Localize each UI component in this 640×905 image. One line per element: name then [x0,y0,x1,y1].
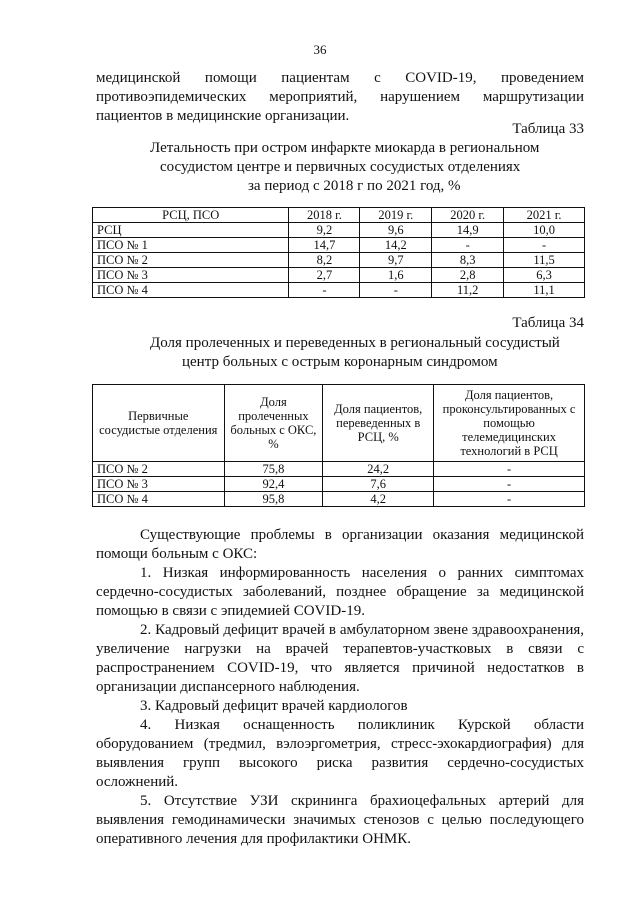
table-cell: - [434,492,585,507]
table-row [93,268,585,283]
header-cell: Доля пролеченных больных с ОКС, % [224,385,323,462]
text-line: осложнений. [96,774,179,790]
table-cell: 9,2 [289,223,360,238]
table-row [93,238,585,253]
row-label: ПСО № 3 [93,268,289,283]
table-cell: 14,2 [360,238,432,253]
table-cell: 11,2 [432,283,504,298]
header-cell: Доля пациентов, проконсультированных с помощью телемедицинских технологий в РСЦ [434,385,585,462]
text-line: 1. Низкая информированность населения о ранних симптомах [140,565,584,581]
header-cell: 2019 г. [360,208,432,223]
page-number: 36 [313,42,327,57]
text-line: 3. Кадровый дефицит врачей кардиологов [140,698,408,714]
problems-section [96,526,584,849]
table34-title [150,334,580,372]
header-cell: РСЦ, ПСО [93,208,289,223]
text-line: организации диспансерного наблюдения. [96,679,360,695]
title-line: центр больных с острым коронарным синдромом [182,354,498,370]
table33-title [150,139,550,196]
header-cell: 2018 г. [289,208,360,223]
text-line: пациентов в медицинские организации. [96,108,350,124]
table-row [93,462,585,477]
table-cell: - [432,238,504,253]
text-line: распространением COVID-19, что является причиной недостатков в [96,660,584,676]
text-line: выявления гемодинамически значимых стенозов с целью последующего [96,812,584,828]
table-header-row [93,208,585,223]
text-line: оперативного лечения для профилактики ОНМК. [96,831,412,847]
table-cell: 4,2 [323,492,434,507]
text-line: Существующие проблемы в организации оказания медицинской [140,527,584,543]
table-cell: 8,3 [432,253,504,268]
table-cell: 6,3 [504,268,585,283]
text-line: сердечно-сосудистых заболеваний, позднее обращение за медицинской [96,584,584,600]
table-row [93,283,585,298]
text-line: 2. Кадровый дефицит врачей в амбулаторном звене здравоохранения, [140,622,584,638]
table-cell: 11,5 [504,253,585,268]
table-cell: 14,7 [289,238,360,253]
text-line: оборудованием (тредмил, вэлоэргометрия, стресс-эхокардиография) для [96,736,584,752]
text-line: противоэпидемических мероприятий, нарушением маршрутизации [96,89,584,105]
table-cell: 8,2 [289,253,360,268]
table-cell: - [504,238,585,253]
text-line: медицинской помощи пациентам с COVID-19, проведением [96,70,584,86]
title-line: сосудистом центре и первичных сосудистых отделениях [160,159,521,175]
row-label: ПСО № 4 [93,283,289,298]
table-row [93,253,585,268]
table-row [93,477,585,492]
title-line: Летальность при остром инфаркте миокарда в региональном [150,140,540,156]
table33 [92,207,585,298]
row-label: ПСО № 4 [93,492,225,507]
table-cell: 10,0 [504,223,585,238]
table-cell: 92,4 [224,477,323,492]
text-line: помощью в связи с эпидемией COVID-19. [96,603,365,619]
title-line: Доля пролеченных и переведенных в региональный сосудистый [150,335,560,351]
table-cell: - [289,283,360,298]
table-cell: - [434,477,585,492]
table-cell: - [434,462,585,477]
text-line: помощи больным с ОКС: [96,546,258,562]
intro-paragraph [96,69,584,126]
table-row [93,223,585,238]
table-cell: - [360,283,432,298]
text-line: увеличение нагрузки на врачей терапевтов-участковых в связи с [96,641,584,657]
table-cell: 24,2 [323,462,434,477]
table33-label: Таблица 33 [512,121,584,137]
text-line: 4. Низкая оснащенность поликлиник Курской области [140,717,584,733]
text-line: 5. Отсутствие УЗИ скрининга брахиоцефальных артерий для [140,793,584,809]
table-cell: 9,7 [360,253,432,268]
table-header-row [93,385,585,462]
table-cell: 95,8 [224,492,323,507]
row-label: ПСО № 2 [93,253,289,268]
title-line: за период с 2018 г по 2021 год, % [248,178,461,194]
header-cell: Первичные сосудистые отделения [93,385,225,462]
text-line: выявления групп высокого риска развития сердечно-сосудистых [96,755,584,771]
table-cell: 2,8 [432,268,504,283]
table-row [93,492,585,507]
row-label: ПСО № 2 [93,462,225,477]
header-cell: 2021 г. [504,208,585,223]
row-label: РСЦ [93,223,289,238]
row-label: ПСО № 1 [93,238,289,253]
table-cell: 7,6 [323,477,434,492]
table-cell: 75,8 [224,462,323,477]
table-cell: 9,6 [360,223,432,238]
header-cell: 2020 г. [432,208,504,223]
table-cell: 14,9 [432,223,504,238]
header-cell: Доля пациентов, переведенных в РСЦ, % [323,385,434,462]
table-cell: 2,7 [289,268,360,283]
table-cell: 11,1 [504,283,585,298]
table34 [92,384,585,507]
table34-label: Таблица 34 [512,315,584,331]
table-cell: 1,6 [360,268,432,283]
row-label: ПСО № 3 [93,477,225,492]
